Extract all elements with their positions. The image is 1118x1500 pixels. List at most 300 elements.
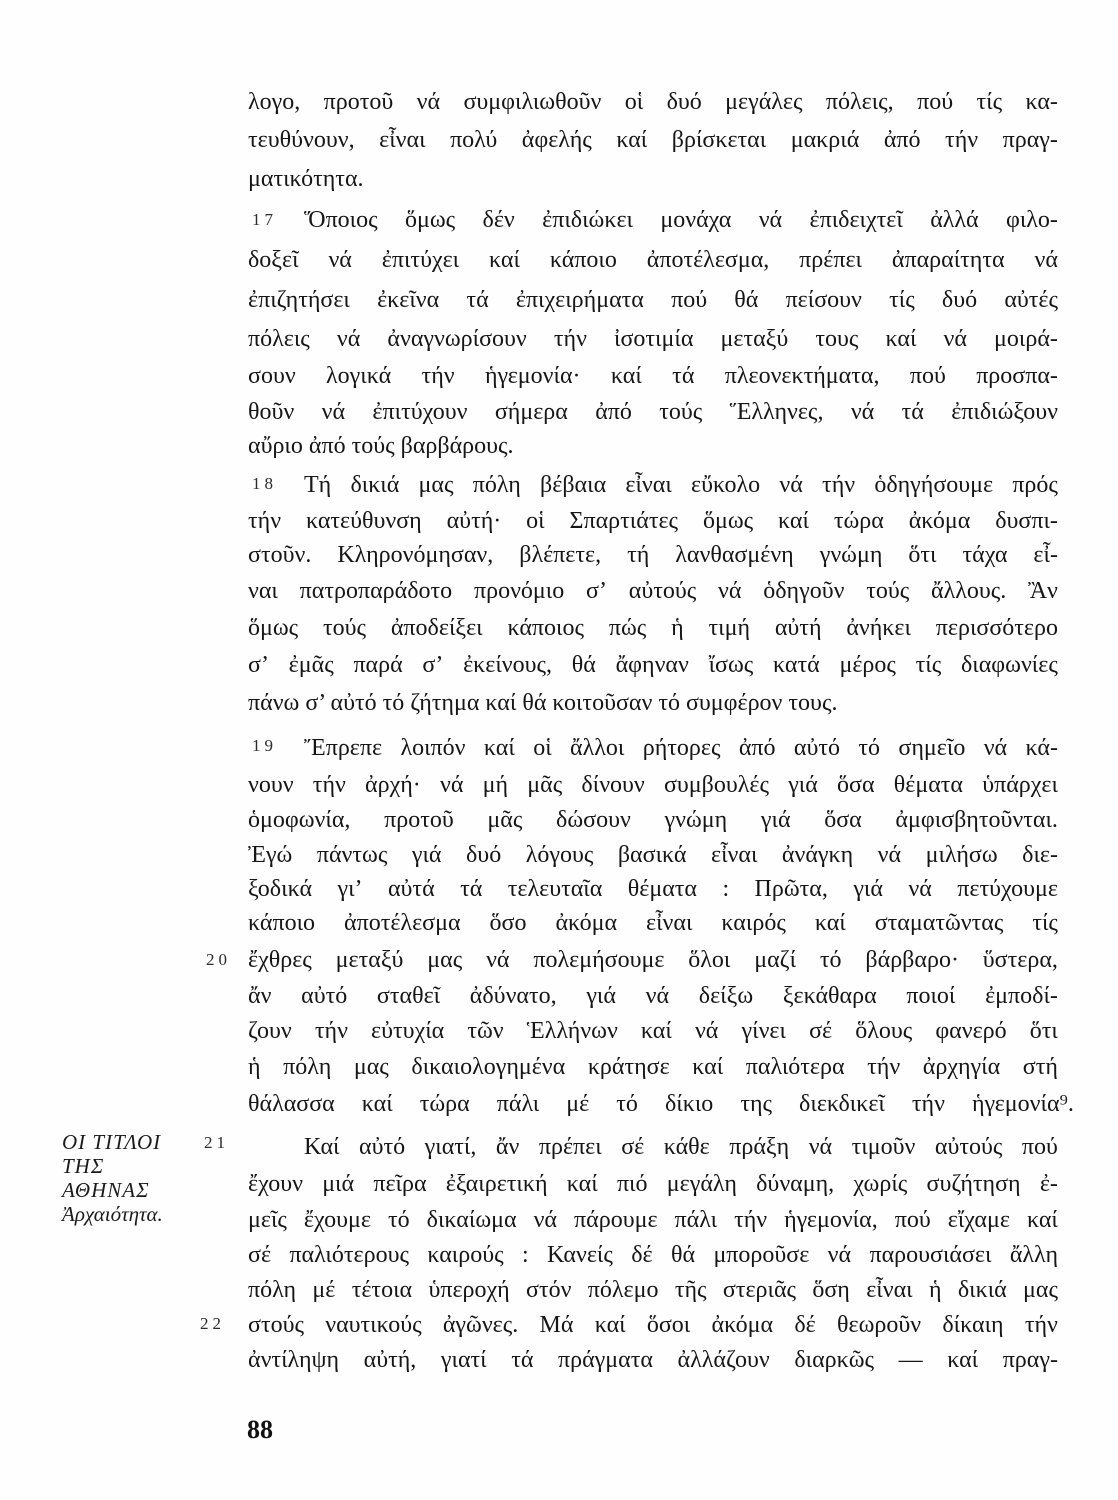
word: καί — [778, 508, 809, 534]
word: σέ — [248, 1242, 272, 1268]
text-line — [248, 1342, 1058, 1378]
word: ἐκεῖνα — [377, 287, 440, 313]
word: πραγ- — [1002, 1347, 1058, 1373]
word: εἶ- — [1033, 542, 1058, 568]
word: μιλήσω — [925, 842, 998, 868]
word: τά — [460, 876, 483, 902]
word: πολύ — [450, 127, 498, 153]
word: πάλι — [674, 1207, 718, 1233]
word: ὅσο — [489, 910, 527, 936]
word: εὔκολο — [691, 472, 761, 498]
word: κάθε — [663, 1134, 710, 1160]
word: ἐκείνους, — [463, 652, 553, 678]
word: ἀπαραίτητα — [891, 247, 1005, 273]
word: λογο, — [248, 89, 301, 115]
word: εἴχαμε — [947, 1207, 1010, 1233]
word: αὐτή, — [363, 1347, 417, 1373]
word: δείξω — [698, 983, 754, 1009]
word: μιά — [322, 1171, 355, 1197]
word: ἰσοτιμία — [614, 326, 694, 352]
text-line — [248, 358, 1058, 394]
word: Κληρονόμησαν, — [337, 542, 494, 568]
word: μᾶς — [487, 807, 523, 833]
word: Ἂν — [1028, 578, 1058, 604]
word: ἀποτέλεσμα — [344, 910, 461, 936]
word: ἀναγνωρίσουν — [387, 326, 527, 352]
word: τά — [901, 399, 924, 425]
word: δέ — [631, 1242, 653, 1268]
word: καιρός — [721, 910, 786, 936]
word: πλεονεκτήματα, — [724, 363, 880, 389]
word: ρήτορες — [642, 735, 721, 761]
word: τίς — [976, 89, 1003, 115]
word: σταθεῖ — [376, 983, 441, 1009]
word: καί — [1026, 1207, 1058, 1233]
word: ἀλλάζουν — [677, 1347, 770, 1373]
margin-note-line: ΑΘΗΝΑΣ — [62, 1178, 150, 1202]
word: δυό — [941, 287, 978, 313]
word: λόγους — [525, 842, 594, 868]
word: πράξη — [729, 1134, 790, 1160]
text-line — [304, 202, 1058, 238]
word: τό — [819, 947, 842, 973]
word: ὅμως — [702, 508, 754, 534]
word: δίνουν — [581, 772, 645, 798]
word: θοῦν — [248, 399, 295, 425]
word: τελευταῖα — [507, 876, 603, 902]
word: Ὅποιος — [304, 207, 378, 233]
word: γιατί, — [424, 1134, 477, 1160]
word: δοξεῖ — [248, 247, 299, 273]
word: συμφιλιωθοῦν — [463, 89, 602, 115]
text-line — [248, 1086, 1074, 1122]
word: ἄλλους. — [931, 578, 1007, 604]
section-number: 21 — [204, 1133, 229, 1152]
word: νά — [1034, 247, 1058, 273]
word: σταματῶντας — [874, 910, 1004, 936]
word: νά — [808, 1134, 833, 1160]
word: ἔχουν — [248, 1171, 303, 1197]
word: πού — [1021, 1134, 1058, 1160]
word: πρέπει — [538, 1134, 602, 1160]
word: μποροῦσε — [713, 1242, 810, 1268]
word: Ἐγώ — [248, 842, 293, 868]
margin-note-line: ΟΙ ΤΙΤΛΟΙ — [62, 1130, 162, 1154]
word: λογικά — [326, 363, 392, 389]
word: Πρῶτα, — [754, 876, 828, 902]
word: καί — [947, 1347, 979, 1373]
text-line — [248, 978, 1058, 1014]
word: κατά — [773, 652, 820, 678]
word: ἡ — [671, 615, 684, 641]
word: πείσουν — [785, 287, 862, 313]
word: σ’ — [248, 652, 269, 678]
word: ἐπιτύχει — [381, 247, 460, 273]
word: προτοῦ — [384, 807, 454, 833]
word: βρίσκεται — [671, 127, 767, 153]
text-line — [248, 1013, 1058, 1049]
word: μέ — [312, 1277, 336, 1303]
word: τιμοῦν — [851, 1134, 916, 1160]
word: ζουν — [248, 1018, 292, 1044]
word: καί — [489, 247, 520, 273]
word: — — [898, 1347, 923, 1373]
word: προσπα- — [976, 363, 1058, 389]
word: ἡγεμονία· — [484, 363, 581, 389]
text-line: πάνω σ’ αὐτό τό ζήτημα καί θά κοιτοῦσαν τό συμφέρον τους. — [248, 690, 838, 716]
word: πεῖρα — [373, 1171, 427, 1197]
word: τῆς — [674, 1277, 707, 1303]
word: ἀποτέλεσμα, — [646, 247, 770, 273]
text-line — [248, 942, 1058, 978]
word: στόν — [526, 1277, 572, 1303]
word: ξεκάθαρα — [782, 983, 877, 1009]
word: τάχα — [962, 542, 1008, 568]
text-line — [248, 394, 1058, 430]
word: εἶναι — [646, 910, 693, 936]
word: πού — [917, 89, 954, 115]
word: σουν — [248, 363, 296, 389]
word: γνώμη — [819, 542, 883, 568]
word: καί — [610, 363, 642, 389]
margin-note — [62, 1130, 163, 1226]
word: ἐπιζητήσει — [248, 287, 350, 313]
text-line — [248, 321, 1058, 357]
word: μεγάλες — [725, 89, 803, 115]
word: μας — [427, 947, 463, 973]
word: τήν — [1024, 1312, 1058, 1338]
word: τευθύνουν, — [248, 127, 355, 153]
word: ἐπιδιώκει — [542, 207, 633, 233]
text-line — [248, 503, 1058, 539]
word: νά — [943, 326, 967, 352]
word: βέβαια — [540, 472, 607, 498]
word: τήν — [867, 1054, 901, 1080]
text-line — [248, 610, 1058, 646]
word: ἀγῶνες. — [442, 1312, 519, 1338]
word: πολεμήσουμε — [533, 947, 665, 973]
word: παλιότερους — [289, 1242, 409, 1268]
word: Κανείς — [546, 1242, 613, 1268]
word: Σπαρτιάτες — [569, 508, 679, 534]
word: γιά — [411, 842, 442, 868]
section-number: 18 — [252, 474, 277, 493]
word: ἡ — [248, 1054, 261, 1080]
word: δικαίωμα — [426, 1207, 517, 1233]
word: τήν — [911, 1091, 945, 1117]
word: καί — [594, 1312, 626, 1338]
word: ἐπιτύχουν — [372, 399, 468, 425]
word: τήν — [553, 326, 587, 352]
word: τήν — [312, 772, 346, 798]
word: τήν — [945, 127, 979, 153]
word: οἱ — [526, 508, 545, 534]
word: ἀπό — [883, 127, 921, 153]
word: ξοδικά — [248, 876, 313, 902]
word: πόλη — [472, 472, 521, 498]
text-line — [248, 1049, 1058, 1085]
word: πόλεις, — [825, 89, 894, 115]
text-line — [304, 730, 1058, 766]
word: νά — [718, 578, 742, 604]
word: Καί — [304, 1134, 340, 1160]
word: δώσουν — [556, 807, 631, 833]
word: γιά — [586, 983, 616, 1009]
word: ναυτικούς — [325, 1312, 422, 1338]
text-line — [248, 647, 1058, 683]
word: αὐτό — [301, 983, 348, 1009]
word: γιατί — [440, 1347, 487, 1373]
word: ναι — [248, 578, 278, 604]
word: αὐτή· — [446, 508, 502, 534]
word: ἐπιδιώξουν — [951, 399, 1058, 425]
word: ἡγεμονία, — [784, 1207, 878, 1233]
word: σ’ — [586, 578, 607, 604]
word: παλιότερα — [745, 1054, 845, 1080]
word: τῶν — [467, 1018, 504, 1044]
word: τούς — [659, 399, 703, 425]
text-line — [304, 1129, 1058, 1165]
text-line — [304, 467, 1058, 503]
word: συζήτηση — [926, 1171, 1021, 1197]
word: : — [521, 1242, 529, 1268]
word: δικιά — [957, 1277, 1007, 1303]
word: τό — [616, 1091, 638, 1117]
word: νά — [758, 207, 783, 233]
word: ὁδηγοῦν — [763, 578, 845, 604]
text-line — [248, 537, 1058, 573]
word: νά — [533, 1207, 558, 1233]
word: ἀρχή· — [365, 772, 421, 798]
word: ὑπεροχή — [428, 1277, 510, 1303]
text-line — [248, 1202, 1058, 1238]
word: ὅμως — [405, 207, 456, 233]
word: πρέπει — [799, 247, 862, 273]
word: νά — [440, 772, 464, 798]
word: νά — [908, 876, 932, 902]
text-line — [248, 1237, 1058, 1273]
word: ἐπιχειρήματα — [515, 287, 644, 313]
word: νά — [645, 983, 670, 1009]
word: νά — [877, 842, 902, 868]
word: μᾶς — [527, 772, 563, 798]
word: καί — [814, 910, 846, 936]
word: διαφωνίες — [960, 652, 1058, 678]
word: της — [740, 1091, 773, 1117]
word: λανθασμένη — [675, 542, 794, 568]
word: αὐτό — [793, 735, 841, 761]
word: ποιοί — [906, 983, 956, 1009]
word: καιρούς — [427, 1242, 504, 1268]
word: στή — [1022, 1054, 1058, 1080]
word: γνώμη — [664, 807, 728, 833]
word: ἀμφισβητοῦνται. — [895, 807, 1058, 833]
word: μονάχα — [660, 207, 732, 233]
word: νά — [983, 735, 1008, 761]
section-number: 22 — [200, 1314, 225, 1333]
word: ὁδηγήσουμε — [874, 472, 994, 498]
word: ὅλοι — [688, 947, 731, 973]
word: γιά — [788, 772, 818, 798]
margin-note-line: Ἀρχαιότητα. — [62, 1202, 163, 1226]
word: τά — [672, 363, 695, 389]
word: πιό — [616, 1171, 648, 1197]
word: ἀφελής — [521, 127, 592, 153]
text-line — [248, 84, 1058, 120]
word: τώρα — [833, 508, 884, 534]
word: ἡ — [928, 1277, 942, 1303]
word: μεταξύ — [335, 947, 404, 973]
text-line — [248, 802, 1058, 838]
word: καί — [640, 1018, 672, 1044]
word: καί — [566, 1171, 598, 1197]
word: τούς — [323, 615, 367, 641]
word: ἀνάγκη — [781, 842, 854, 868]
word: ἔχουμε — [303, 1207, 371, 1233]
text-line — [248, 1166, 1058, 1202]
word: παρά — [353, 652, 403, 678]
word: Μά — [539, 1312, 574, 1338]
word: εἶναι — [379, 127, 426, 153]
word: τήν — [421, 363, 455, 389]
word: Ἑλλήνων — [526, 1018, 618, 1044]
word: δίκιο — [664, 1091, 714, 1117]
word: τή — [627, 542, 650, 568]
word: πόλεις — [248, 326, 310, 352]
text-line — [248, 282, 1058, 318]
word: ὅσα — [837, 772, 875, 798]
word: ἀκόμα — [908, 508, 971, 534]
word: προνόμιο — [473, 578, 565, 604]
word: νά — [321, 399, 346, 425]
word: : — [722, 876, 730, 902]
word: κράτησε — [587, 1054, 670, 1080]
text-line: αὔριο ἀπό τούς βαρβάρους. — [248, 433, 514, 459]
word: γίνει — [741, 1018, 786, 1044]
word: πράγματα — [558, 1347, 653, 1373]
word: μας — [418, 472, 454, 498]
word: μέ — [566, 1091, 590, 1117]
word: δίκαιη — [942, 1312, 1004, 1338]
word: ἀρχηγία — [922, 1054, 1001, 1080]
word: Ἔπρεπε — [304, 735, 383, 761]
word: διεκδικεῖ — [799, 1091, 885, 1117]
word: θέματα — [893, 772, 963, 798]
word: τους — [815, 326, 859, 352]
word: πόλη — [248, 1277, 297, 1303]
word: ἐπιδειχτεῖ — [809, 207, 903, 233]
word: νά — [694, 1018, 719, 1044]
text-line — [248, 573, 1058, 609]
word: τήν — [734, 1207, 768, 1233]
word: θά — [671, 1242, 696, 1268]
word: εἶναι — [710, 842, 758, 868]
word: τό — [387, 1207, 410, 1233]
word: συμβουλές — [663, 772, 769, 798]
word: ὅσοι — [646, 1312, 691, 1338]
word: πραγ- — [1002, 127, 1058, 153]
word: τώρα — [419, 1091, 470, 1117]
word: νά — [827, 1242, 852, 1268]
word: νά — [486, 947, 510, 973]
word: μεταξύ — [720, 326, 789, 352]
word: ὅσα — [824, 807, 862, 833]
word: παρουσιάσει — [869, 1242, 992, 1268]
page-number: 88 — [247, 1415, 273, 1444]
word: νά — [328, 247, 352, 273]
word: διε- — [1022, 842, 1058, 868]
word: πώς — [608, 615, 647, 641]
word: κάποιος — [507, 615, 585, 641]
text-line — [248, 837, 1058, 873]
word: εἶναι — [866, 1277, 913, 1303]
word: καί — [361, 1091, 393, 1117]
word: νά — [416, 89, 441, 115]
word: εὐτυχία — [371, 1018, 445, 1044]
word: μας — [353, 1054, 389, 1080]
text-line — [248, 767, 1058, 803]
text-line — [248, 242, 1058, 278]
word: βάρβαρο· — [865, 947, 959, 973]
word: βλέπετε, — [519, 542, 602, 568]
word: αὐτές — [1004, 287, 1058, 313]
section-number: 19 — [252, 736, 277, 755]
word: σήμερα — [494, 399, 568, 425]
word: θέματα — [627, 876, 697, 902]
word: νά — [779, 472, 803, 498]
word: μή — [482, 772, 509, 798]
word: οἱ — [624, 89, 644, 115]
word: σέ — [621, 1134, 645, 1160]
word: ὁμοφωνία, — [248, 807, 351, 833]
word: δικαιολογημένα — [411, 1054, 566, 1080]
word: φιλο- — [1005, 207, 1058, 233]
word: δυό — [466, 842, 502, 868]
word: τίς — [915, 652, 942, 678]
word: νουν — [248, 772, 294, 798]
text-line — [248, 1272, 1058, 1308]
word: τούς — [866, 578, 910, 604]
word: διαρκῶς — [794, 1347, 875, 1373]
word: μοιρά- — [994, 326, 1058, 352]
word: ἀνήκει — [846, 615, 911, 641]
word: ἀπό — [595, 399, 632, 425]
word: αὐτούς — [934, 1134, 1003, 1160]
word: πού — [909, 363, 946, 389]
word: καί — [885, 326, 917, 352]
word: ὅτι — [1029, 1018, 1058, 1044]
word: τίς — [1032, 910, 1058, 936]
word: νά — [850, 399, 875, 425]
word: περισσότερο — [935, 615, 1058, 641]
word: ἀντίληψη — [248, 1347, 340, 1373]
word: γιά — [853, 876, 883, 902]
word: ἡγεμονία⁹. — [971, 1091, 1074, 1117]
word: καί — [616, 127, 648, 153]
word: καί — [483, 735, 515, 761]
word: πού — [894, 1207, 931, 1233]
word: κα- — [1025, 89, 1058, 115]
word: τήν — [248, 508, 282, 534]
word: Τή — [304, 472, 332, 498]
word: δέν — [482, 207, 515, 233]
word: ἐ- — [1039, 1171, 1058, 1197]
word: αὐτούς — [628, 578, 697, 604]
word: τά — [466, 287, 489, 313]
text-line — [248, 1307, 1058, 1343]
word: τίς — [889, 287, 915, 313]
word: ἀπό — [738, 735, 776, 761]
